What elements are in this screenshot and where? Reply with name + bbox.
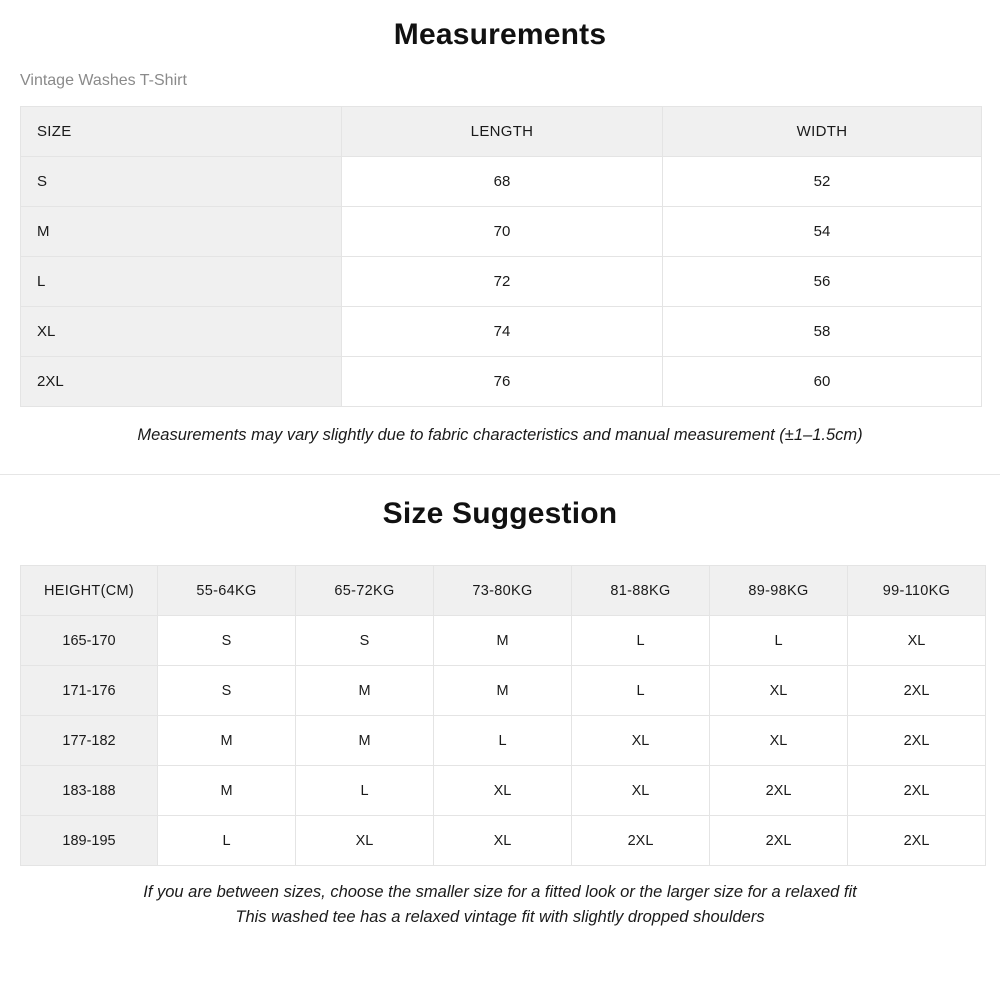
cell-size: M xyxy=(296,716,433,765)
column-header-weight-1: 55-64KG xyxy=(158,566,295,615)
cell-size: M xyxy=(158,766,295,815)
table-row xyxy=(21,157,981,206)
column-header-width: WIDTH xyxy=(663,107,981,156)
table-header-row xyxy=(21,107,981,156)
cell-length: 68 xyxy=(342,157,662,206)
table-row xyxy=(21,816,985,865)
cell-size: XL xyxy=(710,666,847,715)
cell-size: M xyxy=(296,666,433,715)
cell-size: 2XL xyxy=(710,766,847,815)
table-header-row xyxy=(21,566,985,615)
cell-size: S xyxy=(21,157,341,206)
cell-size: 2XL xyxy=(21,357,341,406)
size-suggestion-notes xyxy=(0,866,1000,930)
cell-size: 2XL xyxy=(848,666,985,715)
cell-size: S xyxy=(296,616,433,665)
column-header-weight-6: 99-110KG xyxy=(848,566,985,615)
column-header-weight-3: 73-80KG xyxy=(434,566,571,615)
measurements-table xyxy=(20,106,982,407)
cell-size: XL xyxy=(848,616,985,665)
cell-size: M xyxy=(21,207,341,256)
size-suggestion-table xyxy=(20,565,986,866)
table-row xyxy=(21,207,981,256)
table-row xyxy=(21,716,985,765)
cell-size: 2XL xyxy=(848,766,985,815)
table-row xyxy=(21,666,985,715)
cell-height: 171-176 xyxy=(21,666,157,715)
cell-size: XL xyxy=(21,307,341,356)
cell-length: 74 xyxy=(342,307,662,356)
cell-size: 2XL xyxy=(848,816,985,865)
cell-width: 52 xyxy=(663,157,981,206)
cell-length: 70 xyxy=(342,207,662,256)
measurements-title: Measurements xyxy=(393,18,607,51)
cell-size: S xyxy=(158,666,295,715)
cell-width: 54 xyxy=(663,207,981,256)
cell-size: L xyxy=(434,716,571,765)
cell-size: XL xyxy=(434,816,571,865)
cell-size: L xyxy=(572,616,709,665)
measurements-note: Measurements may vary slightly due to fabric characteristics and manual measurement (±1–1.5cm) xyxy=(137,426,863,444)
column-header-weight-4: 81-88KG xyxy=(572,566,709,615)
measurements-table-wrap xyxy=(0,106,1000,407)
cell-size: S xyxy=(158,616,295,665)
cell-height: 189-195 xyxy=(21,816,157,865)
suggestion-table-wrap xyxy=(0,565,1000,866)
cell-size: 2XL xyxy=(848,716,985,765)
cell-size: XL xyxy=(572,766,709,815)
cell-size: L xyxy=(710,616,847,665)
measurements-section xyxy=(0,0,1000,448)
cell-width: 56 xyxy=(663,257,981,306)
product-name: Vintage Washes T-Shirt xyxy=(20,72,187,89)
cell-height: 165-170 xyxy=(21,616,157,665)
table-row xyxy=(21,357,981,406)
size-suggestion-title: Size Suggestion xyxy=(382,497,618,530)
cell-size: M xyxy=(158,716,295,765)
cell-size: 2XL xyxy=(572,816,709,865)
table-row xyxy=(21,257,981,306)
cell-height: 177-182 xyxy=(21,716,157,765)
cell-size: L xyxy=(296,766,433,815)
cell-size: L xyxy=(21,257,341,306)
cell-length: 76 xyxy=(342,357,662,406)
cell-size: L xyxy=(572,666,709,715)
cell-height: 183-188 xyxy=(21,766,157,815)
size-suggestion-note-2: This washed tee has a relaxed vintage fit with slightly dropped shoulders xyxy=(235,908,765,926)
cell-size: XL xyxy=(434,766,571,815)
size-suggestion-note-1: If you are between sizes, choose the smaller size for a fitted look or the larger size for a relaxed fit xyxy=(143,883,857,901)
cell-width: 60 xyxy=(663,357,981,406)
cell-size: M xyxy=(434,666,571,715)
cell-width: 58 xyxy=(663,307,981,356)
column-header-weight-2: 65-72KG xyxy=(296,566,433,615)
cell-size: M xyxy=(434,616,571,665)
column-header-weight-5: 89-98KG xyxy=(710,566,847,615)
cell-size: XL xyxy=(296,816,433,865)
cell-length: 72 xyxy=(342,257,662,306)
column-header-size: SIZE xyxy=(21,107,341,156)
size-suggestion-section xyxy=(0,475,1000,930)
table-row xyxy=(21,616,985,665)
cell-size: XL xyxy=(572,716,709,765)
table-row xyxy=(21,766,985,815)
table-row xyxy=(21,307,981,356)
column-header-length: LENGTH xyxy=(342,107,662,156)
column-header-height: HEIGHT(CM) xyxy=(21,566,157,615)
cell-size: L xyxy=(158,816,295,865)
cell-size: 2XL xyxy=(710,816,847,865)
cell-size: XL xyxy=(710,716,847,765)
